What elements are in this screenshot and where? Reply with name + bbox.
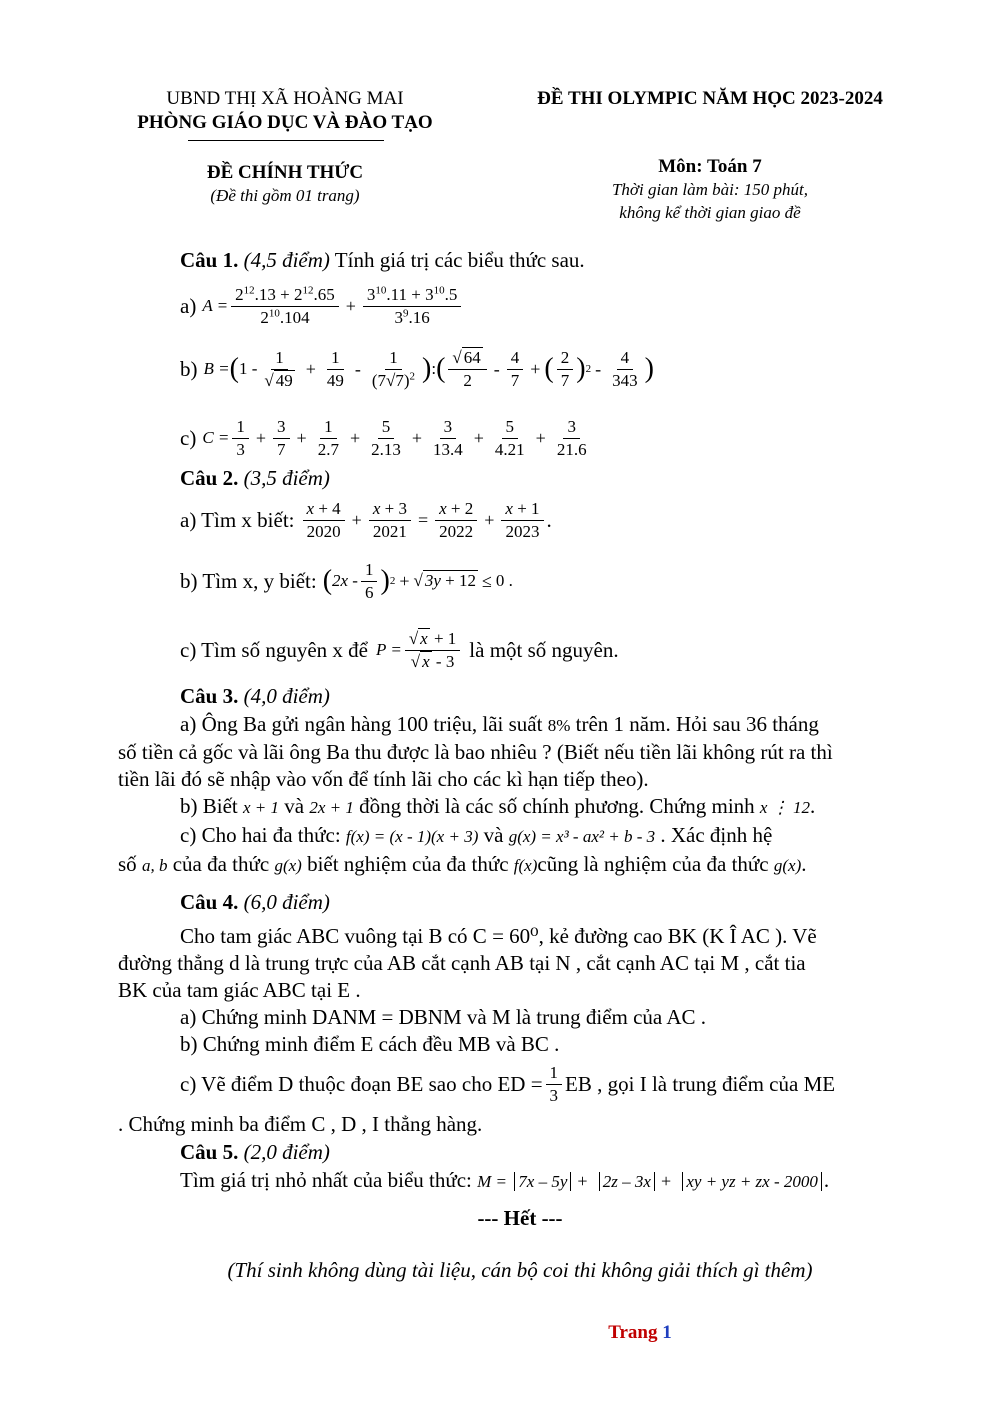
q3-c-f: f(x) = (x - 1)(x + 3) — [345, 827, 479, 846]
page-label: Trang — [608, 1322, 658, 1343]
q3-a-pre: a) Ông Ba gửi ngân hàng 100 triệu, lãi suất — [180, 712, 543, 736]
q3-c-line2: số a, b của đa thức g(x) biết nghiệm của đa thức f(x)cũng là nghiệm của đa thức g(x). — [118, 852, 807, 876]
q3-a-line3: tiền lãi đó sẽ nhập vào vốn để tính lãi cho các kì hạn tiếp theo). — [118, 767, 649, 791]
department-line1: UBND THỊ XÃ HOÀNG MAI — [166, 88, 404, 109]
header-rule — [188, 140, 384, 141]
q3-a-post: trên 1 năm. Hỏi sau 36 tháng — [575, 712, 819, 736]
q5-text-label: Tìm giá trị nhỏ nhất của biểu thức: — [180, 1168, 472, 1192]
q4-title: Câu 4. — [180, 890, 239, 914]
q2-c-pre: c) Tìm số nguyên x để — [180, 637, 368, 662]
q3-c2-f: f(x) — [513, 856, 538, 875]
q3-c2-mid: của đa thức — [172, 852, 270, 876]
q1-heading — [180, 248, 585, 273]
q4-c: c) Vẽ điểm D thuộc đoạn BE sao cho ED = $\frac{1}{3}$ EB , gọi I là trung điểm của ME — [180, 1063, 836, 1105]
subject: Môn: Toán 7 — [658, 156, 762, 177]
q4-heading — [180, 890, 330, 915]
q3-c2-g: g(x) — [274, 856, 302, 875]
q1-text: Tính giá trị các biểu thức sau. — [334, 248, 585, 272]
exam-title: ĐỀ THI OLYMPIC NĂM HỌC 2023-2024 — [537, 88, 883, 109]
q3-b-x2: 2x + 1 — [309, 798, 354, 817]
q2-a-label: a) Tìm x biết: — [180, 507, 295, 532]
q4-line3: BK của tam giác ABC tại E . — [118, 978, 361, 1002]
q3-b-post: đồng thời là các số chính phương. Chứng minh — [359, 794, 755, 818]
q3-c2-g2: g(x) — [773, 856, 802, 875]
q5-title: Câu 5. — [180, 1140, 239, 1164]
q4-c-pre: c) Vẽ điểm D thuộc đoạn BE sao cho ED = — [180, 1071, 543, 1096]
q1-c-label: c) — [180, 425, 197, 450]
q1-a: a) A = $\frac{2^{12}.13 + 2^{12}.65}{2^{10}.104}$ + $\frac{3^{10}.11 + 3^{10}.5}{3^9.16}$ — [180, 280, 464, 332]
department-line2: PHÒNG GIÁO DỤC VÀ ĐÀO TẠO — [137, 112, 433, 133]
q3-a-line2: số tiền cả gốc và lãi ông Ba thu được là bao nhiêu ? (Biết nếu tiền lãi không rút ra thì — [118, 740, 833, 764]
q2-heading — [180, 466, 330, 491]
q3-a-rate: 8% — [547, 716, 571, 735]
q4-line1: Cho tam giác ABC vuông tại B có C = 60⁰, kẻ đường cao BK (K Î AC ). Vẽ — [180, 924, 817, 948]
q3-b-and: và — [284, 794, 305, 818]
q2-c-post: là một số nguyên. — [469, 637, 619, 662]
q1-b: b) B = ( 1 - $\frac{1}{√ 49}$ + $\frac{1}{49}$ - $\frac{1}{(7√7)^2}$ ) : ( $\frac{√ 64}{2}$ - $\frac{4}{7}$ + ( $\frac{2}{7}$ ) 2 - $\frac{4}{343}$ ) — [180, 348, 654, 390]
q2-a: a) Tìm x biết: $\frac{x + 4}{2020}$ + $\frac{x + 3}{2021}$ = $\frac{x + 2}{2022}$ + $\frac{x + 1}{2023}$ . — [180, 499, 552, 541]
q3-b: b) Biết x + 1 và 2x + 1 đồng thời là các số chính phương. Chứng minh x ⋮ 12. — [180, 794, 816, 818]
q3-c2-mid3: cũng là nghiệm của đa thức — [537, 852, 769, 876]
q1-a-frac2: $\frac{3^{10}.11 + 3^{10}.5}{3^9.16}$ — [363, 284, 461, 328]
q4-points: (6,0 điểm) — [243, 890, 330, 914]
q3-a-line1 — [180, 712, 819, 737]
q4-line2: đường thẳng d là trung trực của AB cắt cạnh AB tại N , cắt cạnh AC tại M , cắt tia — [118, 951, 806, 975]
q5-text: Tìm giá trị nhỏ nhất của biểu thức: M = 7x – 5y + 2z – 3x + xy + yz + zx - 2000 . — [180, 1168, 830, 1192]
time-line2: không kể thời gian giao đề — [619, 203, 801, 222]
q5-points: (2,0 điểm) — [243, 1140, 330, 1164]
q5-heading — [180, 1140, 330, 1165]
q3-c2-pre: số — [118, 852, 137, 876]
page-num: 1 — [662, 1322, 672, 1343]
page-number — [0, 1322, 1000, 1344]
q3-b-div: x ⋮ 12 — [759, 798, 810, 817]
time-line1: Thời gian làm bài: 150 phút, — [611, 180, 809, 199]
q4-c-post: EB , gọi I là trung điểm của ME — [565, 1071, 836, 1096]
q3-c-line1 — [180, 823, 772, 848]
q3-c-g: g(x) = x³ - ax² + b - 3 — [508, 827, 656, 846]
q3-title: Câu 3. — [180, 684, 239, 708]
end-marker: --- Hết --- — [477, 1206, 563, 1230]
q2-c: c) Tìm số nguyên x để P = $\frac{√ x + 1}{√ x - 3}$ là một số nguyên. — [180, 629, 619, 671]
q1-title: Câu 1. — [180, 248, 239, 272]
q3-c-pre: c) Cho hai đa thức: — [180, 823, 341, 847]
pages-note: (Đề thi gồm 01 trang) — [210, 186, 360, 205]
q1-a-label: a) — [180, 293, 197, 318]
q2-title: Câu 2. — [180, 466, 239, 490]
q1-points: (4,5 điểm) — [243, 248, 330, 272]
q3-b-pre: b) Biết — [180, 794, 238, 818]
q4-c-line2: . Chứng minh ba điểm C , D , I thẳng hàng. — [118, 1112, 483, 1136]
q3-c2-ab: a, b — [141, 856, 168, 875]
q1-c: c) C = $\frac{1}{3}$ + $\frac{3}{7}$ + $\frac{1}{2.7}$ + $\frac{5}{2.13}$ + $\frac{3}{13.4}$ + $\frac{5}{4.21}$ + $\frac{3}{21.6}$ — [180, 417, 587, 459]
q3-c-and: và — [483, 823, 504, 847]
q1-b-label: b) — [180, 356, 198, 381]
q3-c2-mid2: biết nghiệm của đa thức — [307, 852, 509, 876]
q3-c-post: . Xác định hệ — [660, 823, 773, 847]
q3-heading — [180, 684, 330, 709]
q2-points: (3,5 điểm) — [243, 466, 330, 490]
exam-note: (Thí sinh không dùng tài liệu, cán bộ coi thi không giải thích gì thêm) — [227, 1258, 813, 1282]
q3-points: (4,0 điểm) — [243, 684, 330, 708]
q1-a-frac1: $\frac{2^{12}.13 + 2^{12}.65}{2^{10}.104}$ — [231, 284, 339, 328]
q4-a: a) Chứng minh DANM = DBNM và M là trung điểm của AC . — [180, 1005, 707, 1029]
official-label: ĐỀ CHÍNH THỨC — [206, 162, 364, 183]
q3-b-x1: x + 1 — [243, 798, 280, 817]
q2-b-label: b) Tìm x, y biết: — [180, 568, 317, 593]
q4-b: b) Chứng minh điểm E cách đều MB và BC . — [180, 1032, 560, 1056]
q2-b: b) Tìm x, y biết: ( 2x - $\frac{1}{6}$ ) 2 + √ 3y + 12 ≤ 0 . — [180, 560, 513, 602]
